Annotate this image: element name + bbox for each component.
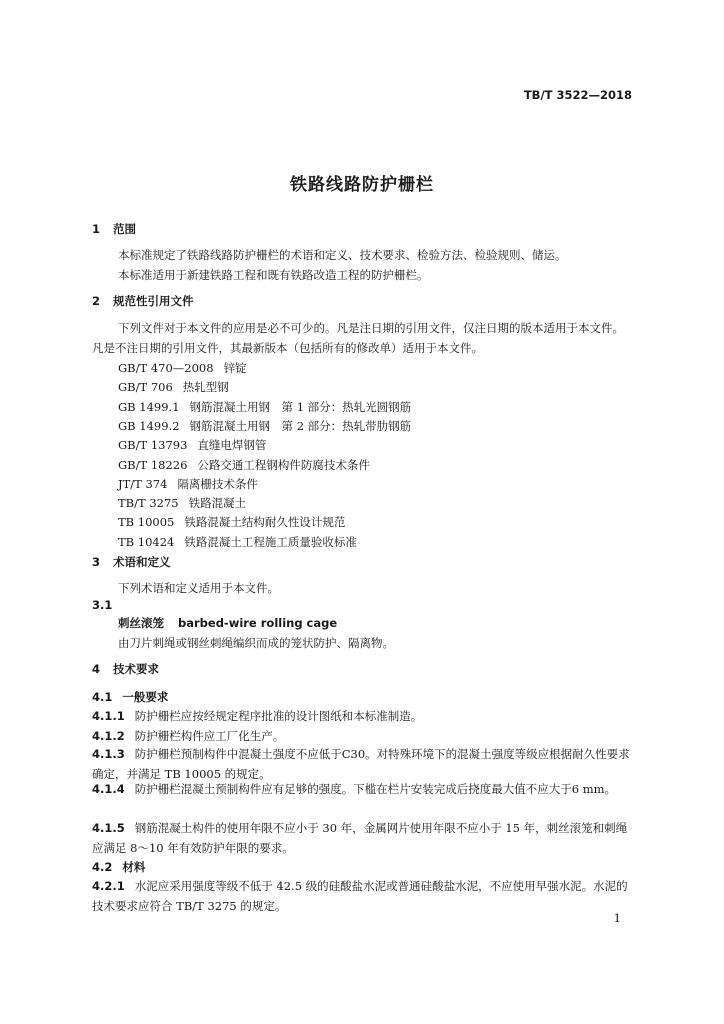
reference-item [118, 416, 411, 436]
clause-4-1-2 [92, 726, 635, 746]
reference-code: TB/T 3275 [118, 496, 179, 511]
reference-title: 公路交通工程钢构件防腐技术条件 [197, 457, 370, 472]
clause-number: 4.1.1 [92, 709, 125, 723]
clause-text: 防护栅栏构件应工厂化生产。 [134, 729, 285, 743]
section-number: 4 [92, 662, 101, 676]
section-4-heading [92, 661, 159, 677]
section-title: 技术要求 [113, 662, 159, 676]
reference-code: GB 1499.2 [118, 418, 180, 433]
clause-number: 4.1.4 [92, 782, 125, 796]
clause-text: 防护栅栏应按经规定程序批准的设计图纸和本标准制造。 [134, 709, 423, 723]
clause-4-1-3 [92, 744, 635, 784]
document-title: 铁路线路防护栅栏 [290, 175, 434, 195]
page-number: 1 [613, 911, 621, 925]
reference-item [118, 512, 345, 532]
scope-paragraph-2: 本标准适用于新建铁路工程和既有铁路改造工程的防护栅栏。 [118, 268, 429, 282]
term-chinese: 刺丝滚笼 [118, 616, 164, 630]
reference-item [118, 455, 370, 475]
section-number: 1 [92, 222, 101, 236]
reference-item [118, 532, 357, 552]
clause-text: 水泥应采用强度等级不低于 42.5 级的硅酸盐水泥或普通硅酸盐水泥，不应使用早强水泥。水泥的技术要求应符合 TB/T 3275 的规定。 [92, 879, 628, 913]
reference-item [118, 474, 258, 494]
reference-code: TB 10005 [118, 515, 175, 530]
references-intro: 下列文件对于本文件的应用是必不可少的。凡是注日期的引用文件，仅注日期的版本适用于本文件。凡是不注日期的引用文件，其最新版本（包括所有的修改单）适用于本文件。 [92, 321, 624, 355]
subsection-4-2 [92, 859, 155, 875]
subsection-title: 材料 [122, 860, 146, 874]
section-title: 规范性引用文件 [113, 294, 194, 308]
reference-code: TB 10424 [118, 534, 175, 549]
subsection-4-1 [92, 689, 178, 705]
reference-title: 铁路混凝土 [188, 496, 247, 511]
clause-number: 4.2 [92, 860, 113, 874]
clause-text: 防护栅栏预制构件中混凝土强度不应低于C30。对特殊环境下的混凝土强度等级应根据耐久性要求确定，并满足 TB 10005 的规定。 [92, 747, 630, 781]
reference-code: GB/T 470—2008 [118, 361, 214, 375]
section-number: 2 [92, 294, 101, 308]
terms-intro: 下列术语和定义适用于本文件。 [118, 581, 279, 595]
reference-title: 直缝电焊钢管 [197, 438, 267, 453]
clause-text: 钢筋混凝土构件的使用年限不应小于 30 年，金属网片使用年限不应小于 15 年，刺丝滚笼和刺绳应满足 8～10 年有效防护年限的要求。 [92, 821, 628, 855]
section-title: 范围 [113, 222, 136, 236]
section-2-heading [92, 293, 194, 309]
section-1-heading [92, 221, 136, 237]
section-3-heading [92, 554, 171, 570]
reference-title: 锌锭 [223, 361, 247, 375]
reference-item [118, 397, 411, 417]
scope-paragraph-1: 本标准规定了铁路线路防护栅栏的术语和定义、技术要求、检验方法、检验规则、储运。 [118, 248, 567, 262]
clause-4-2-1 [92, 876, 635, 916]
reference-code: GB/T 18226 [118, 457, 188, 472]
reference-title: 铁路混凝土结构耐久性设计规范 [184, 515, 346, 530]
reference-title: 热轧型钢 [182, 380, 229, 395]
reference-item [118, 493, 246, 513]
reference-title: 隔离栅技术条件 [177, 476, 258, 491]
clause-4-1-4 [92, 779, 635, 799]
clause-number: 4.1.3 [92, 747, 125, 761]
reference-title: 钢筋混凝土用钢 第 1 部分：热轧光圆钢筋 [189, 399, 412, 414]
term-entry [118, 613, 337, 633]
reference-title: 铁路混凝土工程施工质量验收标准 [184, 534, 357, 549]
clause-number: 4.1 [92, 690, 113, 704]
term-english: barbed-wire rolling cage [178, 616, 338, 630]
clause-number: 4.2.1 [92, 879, 125, 893]
section-number: 3 [92, 555, 101, 569]
clause-number: 4.1.5 [92, 821, 125, 835]
reference-code: GB/T 706 [118, 380, 173, 395]
clause-text: 防护栅栏混凝土预制构件应有足够的强度。下槛在栏片安装完成后挠度最大值不应大于6 mm。 [134, 782, 617, 796]
reference-title: 钢筋混凝土用钢 第 2 部分：热轧带肋钢筋 [189, 418, 412, 433]
reference-code: JT/T 374 [118, 476, 168, 491]
subsection-title: 一般要求 [122, 690, 169, 704]
section-title: 术语和定义 [113, 555, 171, 569]
clause-4-1-5 [92, 818, 635, 858]
reference-code: GB/T 13793 [118, 438, 188, 453]
clause-number: 4.1.2 [92, 729, 125, 743]
reference-item [118, 358, 247, 378]
reference-item [118, 435, 266, 455]
clause-4-1-1 [92, 706, 635, 726]
document-id: TB/T 3522—2018 [523, 88, 632, 102]
reference-item [118, 377, 229, 397]
reference-code: GB 1499.1 [118, 399, 180, 414]
term-definition: 由刀片刺绳或钢丝刺绳编织而成的笼状防护、隔离物。 [118, 636, 394, 650]
term-number: 3.1 [92, 598, 113, 612]
